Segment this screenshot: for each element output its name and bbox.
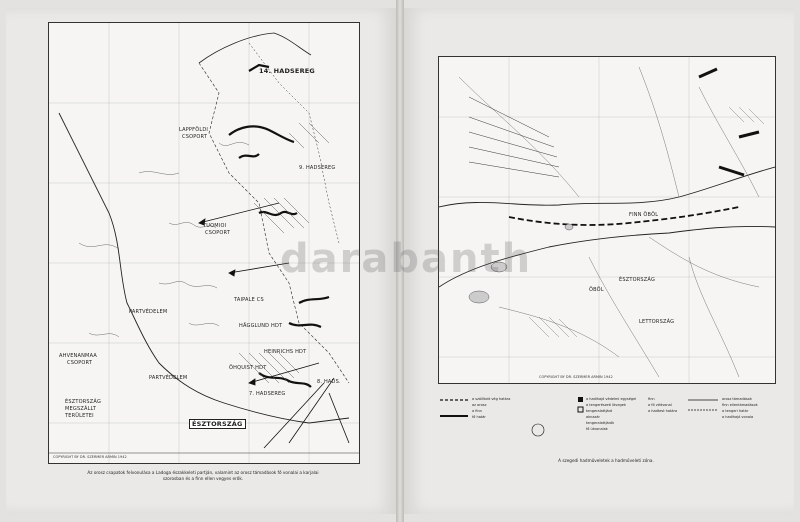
map-label-csoport-2: CSOPORT [205,230,231,236]
legend-item-11: finn [648,397,655,401]
legend-item-8: aknazár [586,415,600,419]
right-map-copyright: COPYRIGHT BY DR. SZERMER ARMIN 1942 [539,375,613,379]
legend-item-17: a hadihajó vonala [722,415,754,419]
map-label-finn-obol: FINN ÖBÖL [629,212,659,218]
left-caption-line-2: szorosban és a finn ellen vegyes erők. [162,476,244,481]
book-gutter [396,0,404,522]
map-label-riga-obol: ÖBÖL [589,287,604,293]
watermark: darabanth [280,236,533,282]
map-label-esztorszag-megszallt-2: MEGSZÁLLT [65,406,97,412]
gulf-of-finland-map [438,56,776,384]
left-caption-line-1: Az orosz csapatok felvonulása a Ladoga északkeleti partján, valamint az orosz támadások fő vonalai a karjalai [87,470,319,475]
right-map-caption: A szegedi hadműveletek a hadműveleti zóna. [558,458,654,463]
gulf-map-drawing [439,57,775,383]
map-label-csoport-3: CSOPORT [67,360,93,366]
map-label-partvedelem-2: PARTVÉDELEM [149,375,188,381]
map-label-esztorszag-megszallt-3: TERÜLETEI [65,413,94,419]
map-label-ahvenanmaa: AHVENANMAA [59,353,97,359]
legend-item-5: a hadihajó védelmi egységei [586,397,637,401]
legend-item-12: a fő védvonal [648,403,672,407]
map-label-14-hadsereg: 14. HADSEREG [259,67,315,75]
map-label-taipale: TAIPALE CS [234,297,264,303]
legend-item-3: a finn [472,409,482,413]
map-label-7-hadsereg: 7. HADSEREG [249,391,286,397]
legend-item-13: a hadtest határa [648,409,678,413]
map-label-lappfoldi: LAPPFÖLDI [179,127,209,133]
legend-item-15: finn ellentámadások [722,403,758,407]
left-map-copyright: COPYRIGHT BY DR. SZERMER ARMIN 1942 [53,455,127,459]
map-label-lettorszag: LETTORSZÁG [639,319,675,325]
finland-front-map [48,22,360,464]
map-label-ohquist: ÖHQUIST HDT [229,365,267,371]
legend-item-14: orosz támadások [722,397,752,401]
map-label-esztorszag-megszallt-1: ÉSZTORSZÁG [65,399,102,405]
map-label-hagglund: HÄGGLUND HDT [239,323,283,329]
finland-map-drawing [49,23,359,463]
legend-item-10: fő útvonalak [586,427,608,431]
map-label-9-hadsereg: 9. HADSEREG [299,165,336,171]
legend-item-6: a tengerészeti lövegek [586,403,626,407]
map-label-tuomioi: TUOMIOI [203,223,227,229]
legend-item-1: a szállított vég határa [472,397,511,401]
map-label-8-hads: 8. HADS. [317,379,341,385]
map-label-csoport-1: CSOPORT [182,134,208,140]
legend-item-16: a tengeri határ [722,409,749,413]
left-map-caption [48,470,358,482]
map-label-esztorszag-right: ÉSZTORSZÁG [619,277,656,283]
legend-item-9: tengeralattjárók [586,421,615,425]
legend-item-2: az orosz [472,403,487,407]
map-label-esztorszag: ÉSZTORSZÁG [189,419,246,429]
legend-item-4: fő határ [472,415,486,419]
legend-item-7: tengeralattjáró [586,409,613,413]
map-legend [438,392,774,452]
map-label-heinrichs: HEINRICHS HDT [264,349,307,355]
map-label-partvedelem-1: PARTVÉDELEM [129,309,168,315]
